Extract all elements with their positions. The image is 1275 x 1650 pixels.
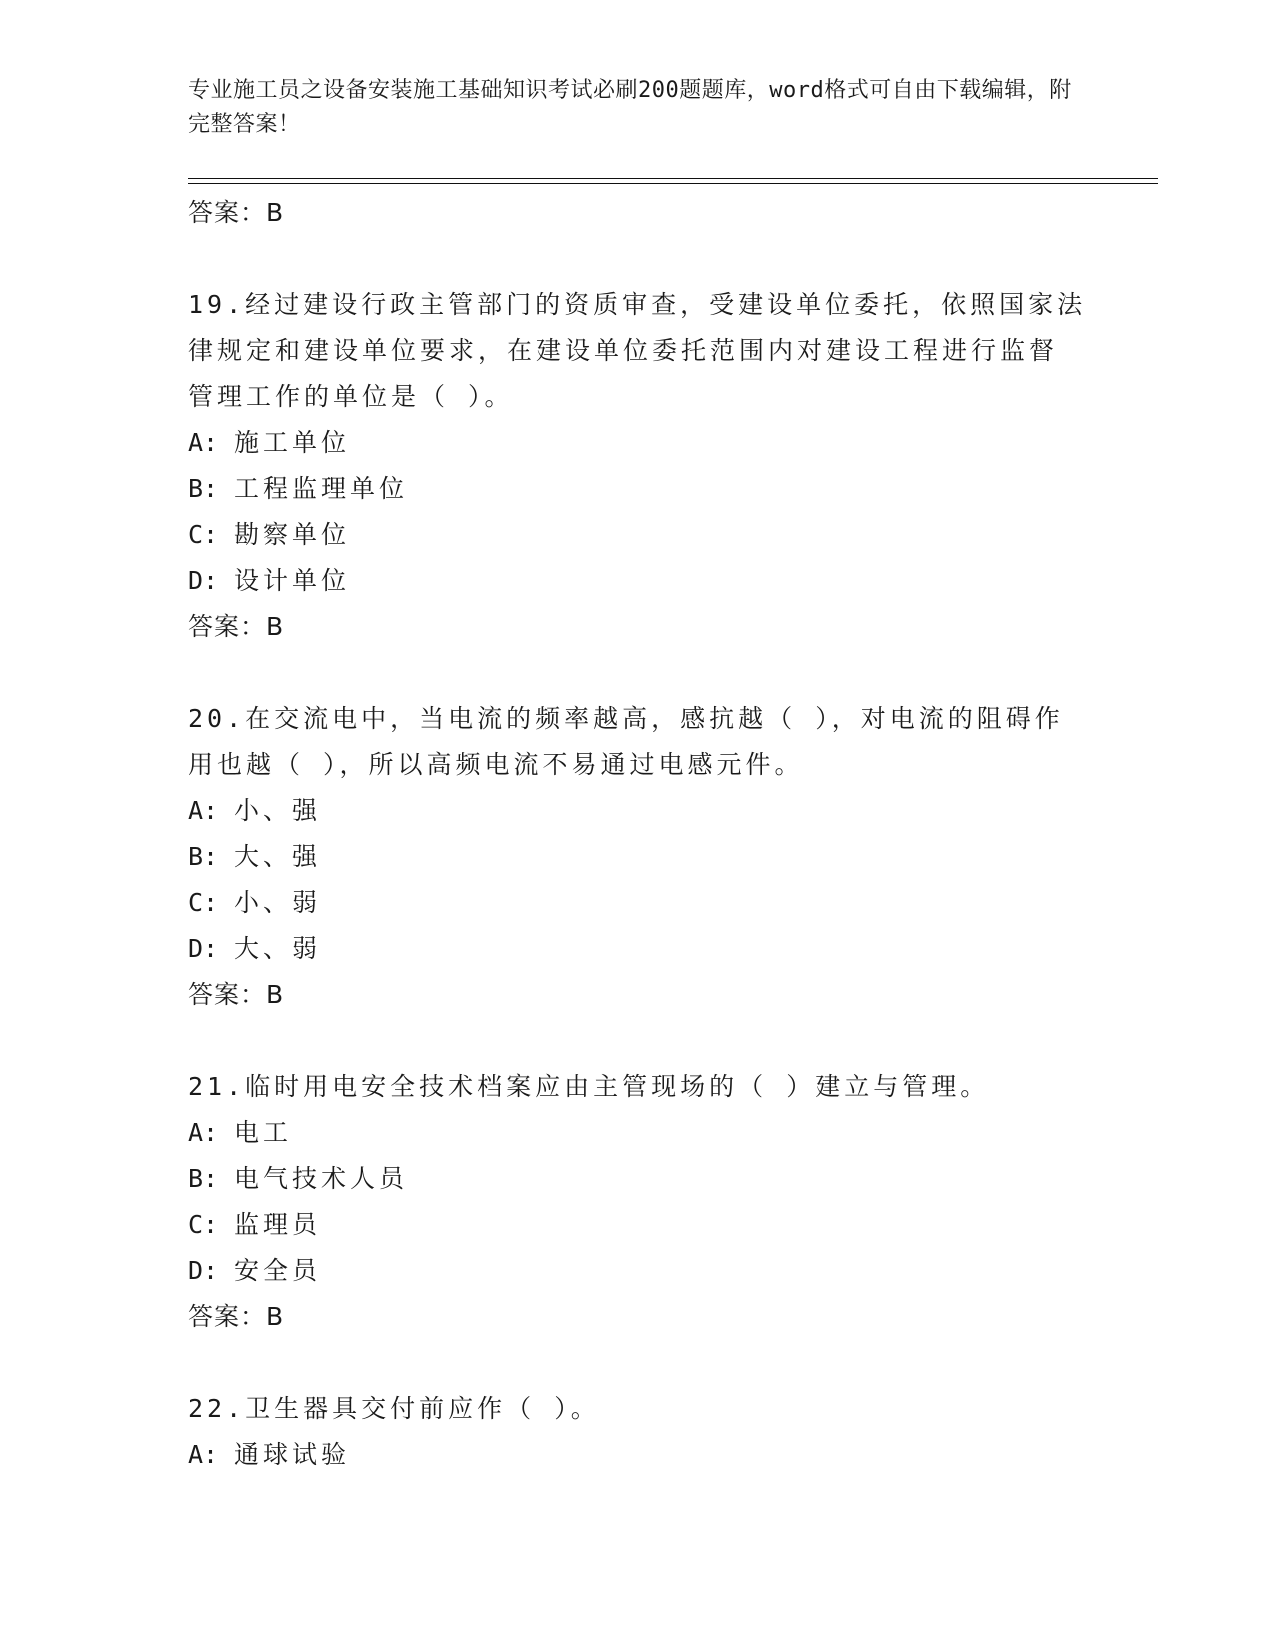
option-letter: B: <box>188 1164 219 1193</box>
answer-line: 答案：B <box>188 612 285 641</box>
option-text: 通球试验 <box>234 1440 351 1469</box>
option-c <box>188 512 1088 558</box>
option-b <box>188 834 1088 880</box>
header-divider-top <box>188 178 1158 179</box>
header-divider-bottom <box>188 183 1158 184</box>
option-letter: A: <box>188 1440 219 1469</box>
question-line: 20.在交流电中，当电流的频率越高，感抗越（ ），对电流的阻碍作 <box>188 704 1064 733</box>
document-header <box>188 74 1088 142</box>
option-letter: C: <box>188 1210 219 1239</box>
answer-line: 答案：B <box>188 980 285 1009</box>
option-text: 安全员 <box>234 1256 322 1285</box>
option-d <box>188 558 1088 604</box>
option-text: 大、弱 <box>234 934 322 963</box>
question-block <box>188 282 1088 650</box>
question-line: 19.经过建设行政主管部门的资质审查，受建设单位委托，依照国家法 <box>188 290 1087 319</box>
option-text: 小、强 <box>234 796 322 825</box>
option-text: 电气技术人员 <box>234 1164 409 1193</box>
option-text: 监理员 <box>234 1210 322 1239</box>
answer-line: 答案：B <box>188 1302 285 1331</box>
question-line: 管理工作的单位是（ ）。 <box>188 382 514 411</box>
question-line: 用也越（ ），所以高频电流不易通过电感元件。 <box>188 750 804 779</box>
header-title: 专业施工员之设备安装施工基础知识考试必刷200题题库，word格式可自由下载编辑，附完整答案！ <box>188 78 1072 137</box>
option-text: 设计单位 <box>234 566 351 595</box>
option-b <box>188 1156 1088 1202</box>
question-block <box>188 1386 1088 1478</box>
question-line: 律规定和建设单位要求，在建设单位委托范围内对建设工程进行监督 <box>188 336 1059 365</box>
answer-line: 答案：B <box>188 198 285 227</box>
option-text: 小、弱 <box>234 888 322 917</box>
option-b <box>188 466 1088 512</box>
option-text: 工程监理单位 <box>234 474 409 503</box>
question-line: 22.卫生器具交付前应作（ ）。 <box>188 1394 600 1423</box>
option-letter: B: <box>188 474 219 503</box>
option-a <box>188 1110 1088 1156</box>
question-block <box>188 1064 1088 1340</box>
option-text: 电工 <box>234 1118 293 1147</box>
option-letter: D: <box>188 1256 219 1285</box>
option-d <box>188 926 1088 972</box>
question-block <box>188 696 1088 1018</box>
option-c <box>188 880 1088 926</box>
option-a <box>188 420 1088 466</box>
option-letter: C: <box>188 888 219 917</box>
option-text: 施工单位 <box>234 428 351 457</box>
option-letter: C: <box>188 520 219 549</box>
option-a <box>188 788 1088 834</box>
question-list <box>188 190 1088 1478</box>
option-letter: D: <box>188 566 219 595</box>
option-text: 大、强 <box>234 842 322 871</box>
question-line: 21.临时用电安全技术档案应由主管现场的（ ）建立与管理。 <box>188 1072 990 1101</box>
option-letter: A: <box>188 428 219 457</box>
option-d <box>188 1248 1088 1294</box>
option-letter: B: <box>188 842 219 871</box>
option-letter: D: <box>188 934 219 963</box>
option-text: 勘察单位 <box>234 520 351 549</box>
option-c <box>188 1202 1088 1248</box>
option-letter: A: <box>188 1118 219 1147</box>
option-a <box>188 1432 1088 1478</box>
option-letter: A: <box>188 796 219 825</box>
